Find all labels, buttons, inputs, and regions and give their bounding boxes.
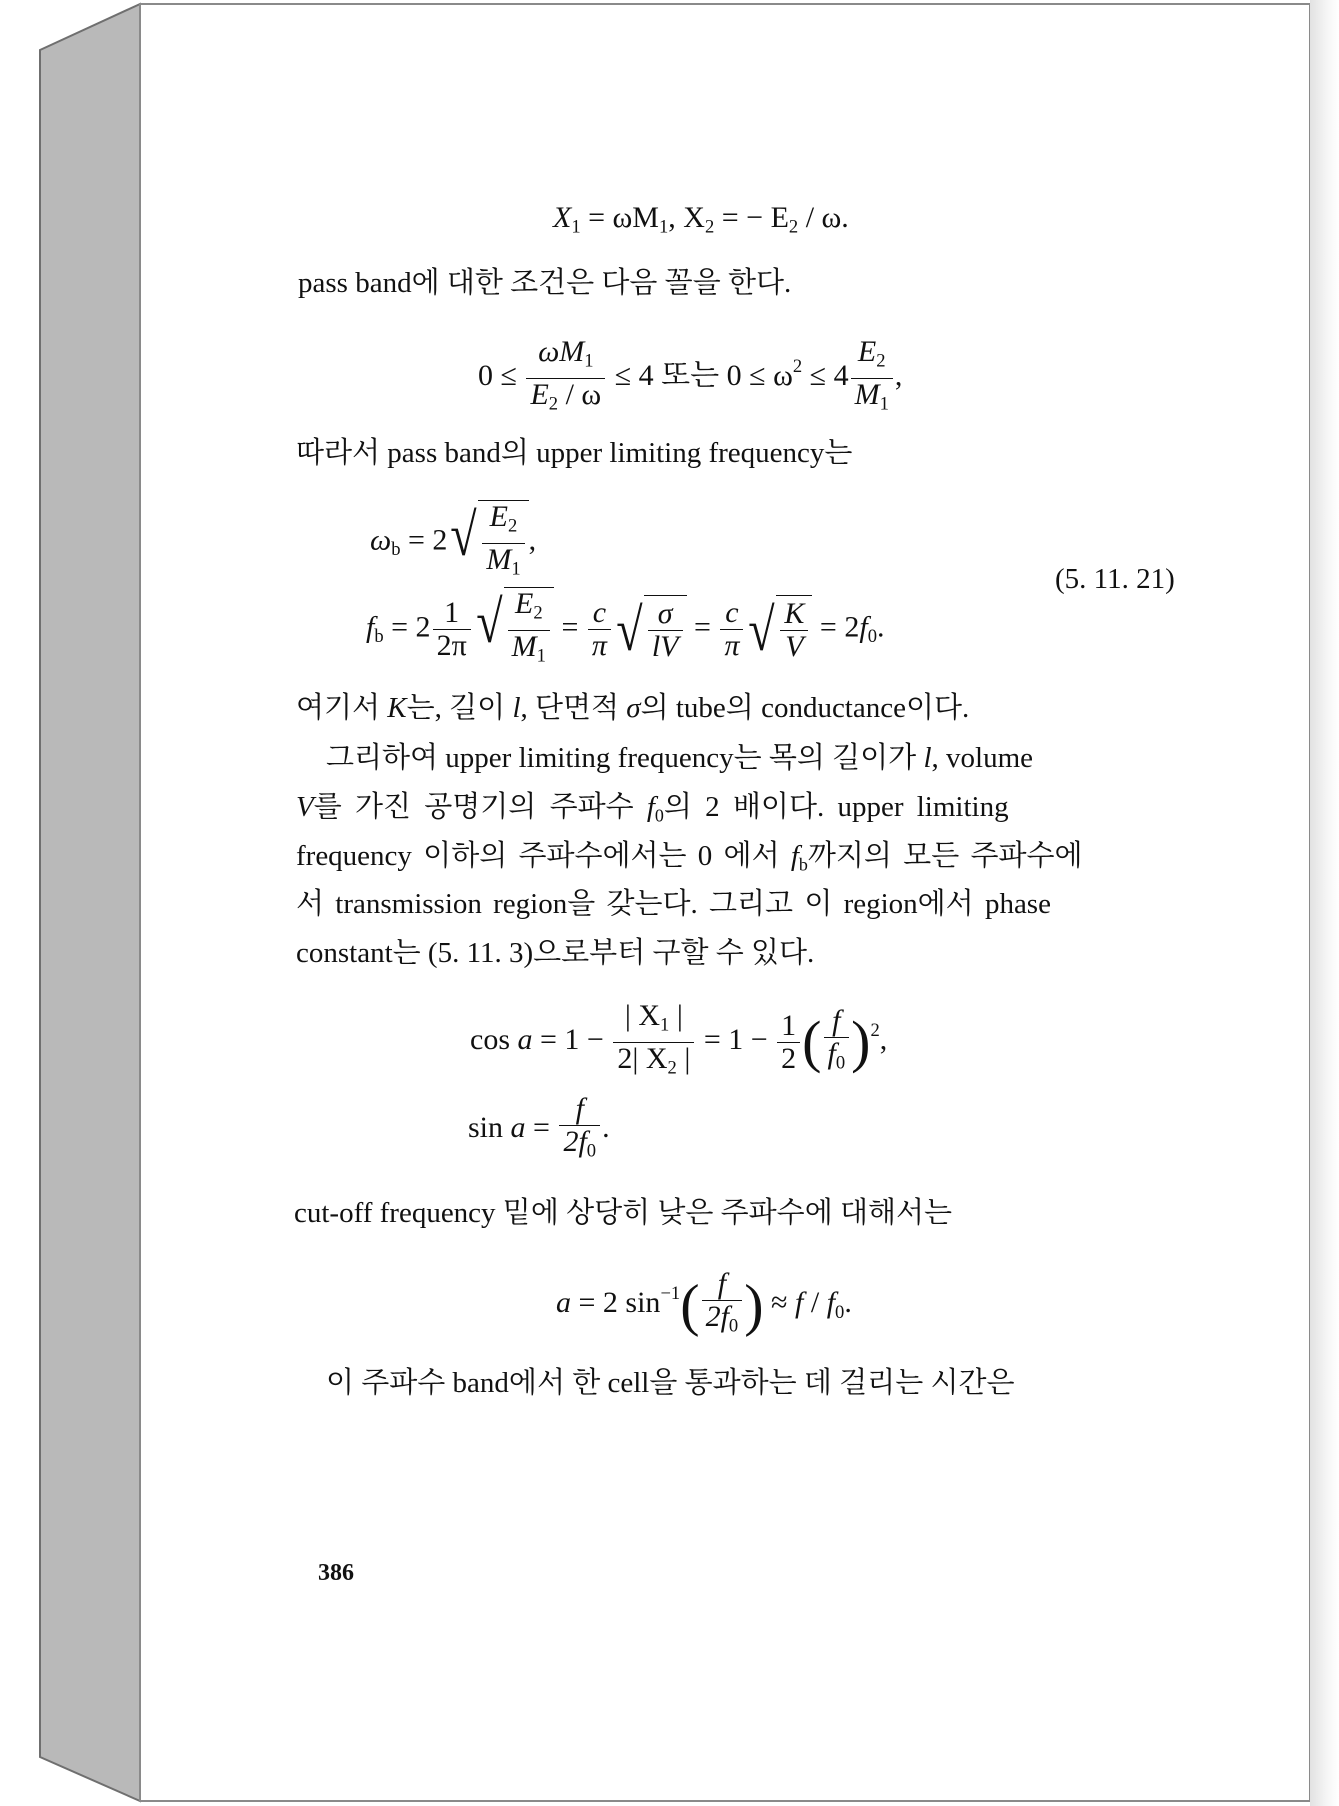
equation-cos-a: cos a = 1 − $\frac{| X_1 |}{2| X_2 |}$ = 1 − $\frac{1}{2}$ ( $\frac{f}{f_0}$ )$^2$, (470, 999, 888, 1079)
equation-f-b: $f_b = 2$ $\frac{1}{2\pi}$ √ $\frac{E_2}{M_1}$ = $\frac{c}{\pi}$ √ $\frac{\sigma}{lV}$ = $\frac{c}{\pi}$ √ $\frac{K}{V}$ = $2f_0$. (366, 587, 884, 672)
equation-pass-band-inequality: 0 ≤ $\frac{\omega M_1}{E_2 / \omega}$ ≤ 4 또는 $0 \le \omega^2 \le 4$ $\frac{E_2}{M_1}$ , (478, 335, 903, 415)
text-paragraph-line-3: frequency 이하의 주파수에서는 0 에서 $f_b$까지의 모든 주파수에 (296, 840, 1083, 875)
text-k-definition: 여기서 K는, 길이 l, 단면적 σ의 tube의 conductance이다. (296, 692, 970, 724)
text-paragraph-line-2: V를 가진 공명기의 주파수 $f_0$의 2 배이다. upper limiting (296, 791, 1009, 826)
equation-omega-b: $\omega_b = 2$ √ $\frac{E_2}{M_1}$ , (370, 500, 536, 585)
text-cell-transit-time: 이 주파수 band에서 한 cell을 통과하는 데 걸리는 시간은 (326, 1367, 1015, 1399)
text-paragraph-line-4: 서 transmission region을 갖는다. 그리고 이 region에서 phase (296, 888, 1051, 920)
equation-sin-a: sin a = $\frac{f}{2f_0}$ . (468, 1092, 610, 1162)
equation-phase-constant-approx: a = 2 $\sin^{-1}$( $\frac{f}{2f_0}$ ) ≈ f / $f_0$. (556, 1267, 852, 1338)
text-cutoff-frequency: cut-off frequency 밑에 상당히 낮은 주파수에 대해서는 (294, 1197, 953, 1229)
equation-x1-x2: $X_1 = \omega M_1$, $X_2$ = − $E_2$ / ω. (553, 201, 849, 238)
page-number: 386 (318, 1560, 354, 1586)
text-upper-limiting-frequency: 따라서 pass band의 upper limiting frequency는 (296, 437, 853, 469)
text-paragraph-line-1: 그리하여 upper limiting frequency는 목의 길이가 l, volume (326, 742, 1034, 774)
equation-number: (5. 11. 21) (1055, 563, 1175, 595)
text-paragraph-line-5: constant는 (5. 11. 3)으로부터 구할 수 있다. (296, 937, 815, 969)
text-pass-band-condition: pass band에 대한 조건은 다음 꼴을 한다. (298, 267, 792, 299)
